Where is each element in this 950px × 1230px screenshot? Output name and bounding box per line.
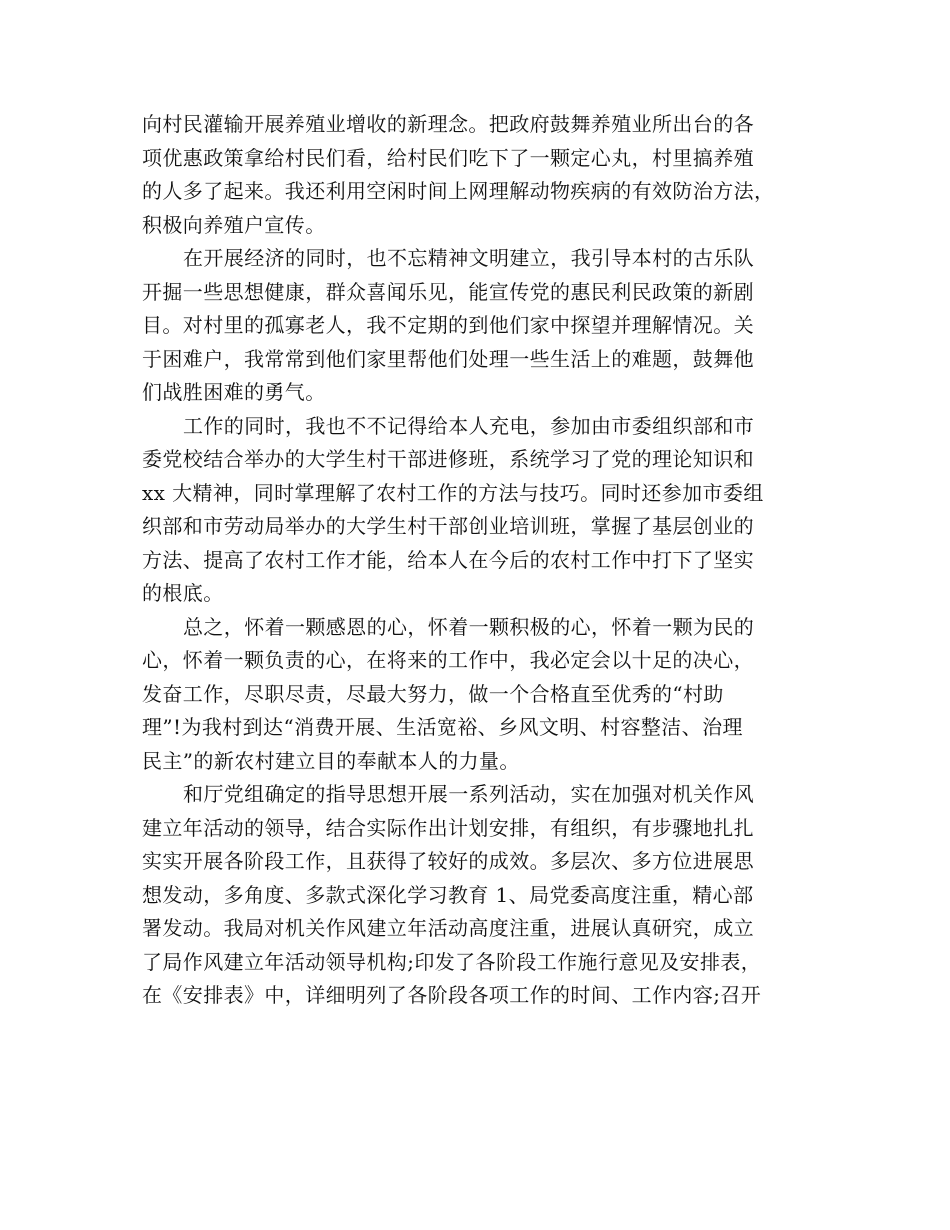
text-line: 想发动，多角度、多款式深化学习教育 1、局党委高度注重，精心部 [142,882,754,907]
text-line: 方法、提高了农村工作才能，给本人在今后的农村工作中打下了坚实 [142,547,754,572]
text-line: 织部和市劳动局举办的大学生村干部创业培训班，掌握了基层创业的 [142,514,754,538]
text-line: 实实开展各阶段工作，且获得了较好的成效。多层次、多方位进展思 [142,849,754,873]
text-line: 委党校结合举办的大学生村干部进修班，系统学习了党的理论知识和 [142,447,754,471]
paragraph-first-line: 在开展经济的同时，也不忘精神文明建立，我引导本村的古乐队 [183,246,755,270]
text-line: 民主”的新农村建立目的奉献本人的力量。 [142,748,520,773]
text-line: 开掘一些思想健康，群众喜闻乐见，能宣传党的惠民利民政策的新剧 [142,279,754,304]
text-line: 目。对村里的孤寡老人，我不定期的到他们家中探望并理解情况。关 [142,313,754,337]
document-body [142,108,822,1013]
text-line: 署发动。我局对机关作风建立年活动高度注重，进展认真研究，成立 [142,916,754,940]
text-line: 建立年活动的领导，结合实际作出计划安排，有组织，有步骤地扎扎 [142,815,754,840]
paragraph-first-line: 工作的同时，我也不不记得给本人充电，参加由市委组织部和市 [183,413,755,438]
text-line: 理”!为我村到达“消费开展、生活宽裕、乡风文明、村容整洁、治理 [142,715,743,739]
text-line: 了局作风建立年活动领导机构;印发了各阶段工作施行意见及安排表， [142,949,762,974]
paragraph-first-line: 总之，怀着一颗感恩的心，怀着一颗积极的心，怀着一颗为民的 [183,614,755,639]
paragraph-first-line: 和厅党组确定的指导思想开展一系列活动，实在加强对机关作风 [183,782,755,806]
text-line: 们战胜困难的勇气。 [142,380,326,404]
text-line: 心，怀着一颗负责的心，在将来的工作中，我必定会以十足的决心， [142,648,754,672]
text-line: 积极向养殖户宣传。 [142,212,326,237]
text-line: 的人多了起来。我还利用空闲时间上网理解动物疾病的有效防治方法， [142,179,775,203]
text-line: 项优惠政策拿给村民们看，给村民们吃下了一颗定心丸，村里搞养殖 [142,145,754,170]
text-line: 在《安排表》中，详细明列了各阶段各项工作的时间、工作内容;召开 [142,983,762,1007]
text-line: 向村民灌输开展养殖业增收的新理念。把政府鼓舞养殖业所出台的各 [142,112,754,136]
text-line: xx 大精神，同时掌理解了农村工作的方法与技巧。同时还参加市委组 [142,480,764,505]
text-line: 于困难户，我常常到他们家里帮他们处理一些生活上的难题，鼓舞他 [142,346,754,371]
text-line: 发奋工作，尽职尽责，尽最大努力，做一个合格直至优秀的“村助 [142,681,724,706]
text-line: 的根底。 [142,581,224,605]
